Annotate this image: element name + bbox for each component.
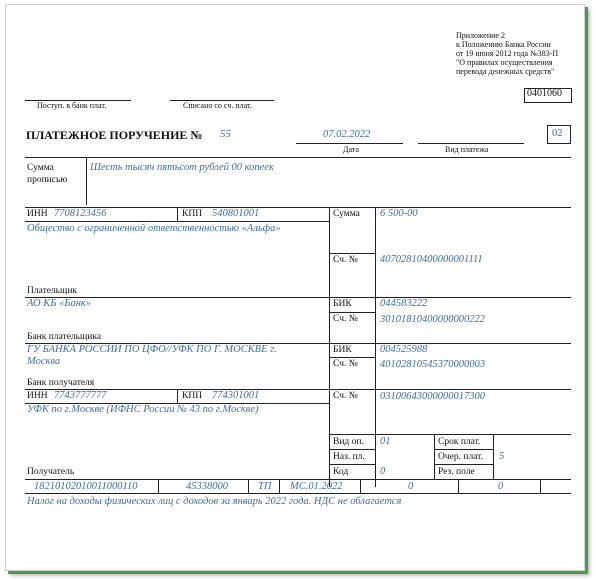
payer-inn-kpp-divider [177, 207, 178, 221]
payer-bank-bik-label: БИК [333, 299, 352, 309]
payee-bank-label: Банк получателя [27, 378, 95, 388]
payee-label: Получатель [27, 467, 75, 477]
document-number: 55 [220, 128, 231, 140]
op-purpose-label: Наз. пл. [333, 452, 365, 462]
op-line-1 [329, 449, 375, 450]
payee-account-label: Сч. № [333, 391, 358, 401]
tax-doc-date: 0 [498, 481, 504, 492]
op-line-2 [329, 464, 375, 465]
amount-words-label-1: Сумма [27, 163, 54, 173]
status-value: 02 [552, 128, 563, 139]
appendix-line-1: Приложение 2 [456, 31, 505, 40]
tax-doc-no: 0 [408, 481, 414, 492]
tax-oktmo: 45338000 [186, 481, 228, 492]
payee-kpp-label: КПП [182, 391, 203, 401]
payer-account-line [329, 253, 375, 254]
payee-kpp: 774301001 [212, 390, 260, 401]
tax-divider-3 [279, 479, 280, 493]
payer-sum: 6 500-00 [380, 208, 418, 219]
tax-divider-5 [458, 479, 459, 493]
document-date: 07.02.2022 [323, 129, 371, 140]
op-term-label: Срок плат. [438, 437, 481, 447]
op-line-1b [434, 449, 493, 450]
received-label: Поступ. в банк плат. [37, 101, 107, 110]
op-divider-1 [434, 434, 435, 479]
tax-divider-4 [360, 479, 361, 493]
payer-label: Плательщик [27, 286, 78, 296]
row-line-1 [25, 157, 571, 158]
payer-inn: 7708123456 [54, 208, 107, 219]
payee-name: УФК по г.Москве (ИФНС России № 43 по г.Москве) [27, 404, 259, 415]
op-code: 0 [380, 466, 386, 477]
appendix-line-5: перевода денежных средств" [456, 67, 555, 76]
payment-type-line [418, 143, 524, 144]
payee-bank-bik-line [329, 357, 375, 358]
appendix-text [456, 31, 558, 76]
payee-bank-bik: 004525988 [380, 344, 428, 355]
payee-bank-name-1: ГУ БАНКА РОССИИ ПО ЦФО//УФК ПО Г. МОСКВЕ г. [27, 344, 277, 355]
payer-bank-bik-line [329, 312, 375, 313]
payer-name: Общество с ограниченной ответственностью «Альфа» [27, 223, 281, 234]
payer-sum-label: Сумма [333, 209, 360, 219]
appendix-line-3: от 19 июня 2012 года №383-П [456, 49, 559, 58]
tax-period: МС.01.2022 [290, 481, 343, 492]
row-line-6 [25, 479, 571, 480]
payer-bank-account: 30101810400000000222 [380, 314, 485, 325]
payer-kpp: 540801001 [212, 208, 260, 219]
payer-kpp-label: КПП [182, 209, 203, 219]
payer-inn-underline [25, 221, 329, 222]
tax-divider-2 [248, 479, 249, 493]
payee-account: 03100643000000017300 [380, 391, 485, 402]
tax-basis: ТП [258, 481, 272, 492]
payer-bank-bik: 044583222 [380, 298, 428, 309]
op-order-label: Очер. плат. [438, 452, 483, 462]
date-line [296, 143, 403, 144]
tax-divider-6 [540, 479, 541, 493]
document-title: ПЛАТЕЖНОЕ ПОРУЧЕНИЕ № [26, 128, 203, 142]
op-reserve-label: Рез. поле [438, 467, 475, 477]
payee-inn: 7743777777 [54, 390, 107, 401]
payee-bank-name-2: Москва [27, 356, 61, 367]
payee-inn-kpp-divider [177, 389, 178, 403]
payee-bank-bik-label: БИК [333, 345, 352, 355]
date-label: Дата [343, 145, 359, 154]
appendix-line-2: к Положению Банка России [456, 40, 551, 49]
row-line-7 [25, 493, 571, 494]
payee-bank-account-label: Сч. № [333, 359, 358, 369]
op-divider-2 [493, 434, 494, 479]
debited-label: Списано со сч. плат. [183, 101, 252, 110]
payer-bank-name: АО КБ «Банк» [27, 298, 92, 309]
payee-inn-label: ИНН [27, 391, 48, 401]
payee-bank-account: 40102810545370000003 [380, 359, 485, 370]
payment-purpose: Налог на доходы физических лиц с доходов за январь 2022 года. НДС не облагается [27, 496, 402, 507]
payment-type-label: Вид платежа [445, 145, 489, 154]
op-top-line [329, 434, 571, 435]
right-divider [375, 207, 376, 487]
payer-bank-account-label: Сч. № [333, 314, 358, 324]
payer-inn-label: ИНН [27, 209, 48, 219]
payer-bank-label: Банк плательщика [27, 332, 102, 342]
op-code-label: Код [333, 467, 349, 477]
payer-account-label: Сч. № [333, 255, 358, 265]
row-line-3 [25, 297, 571, 298]
appendix-line-4: "О правилах осуществления [456, 58, 553, 67]
tax-kbk: 18210102010011000110 [34, 481, 138, 492]
op-line-2b [434, 464, 493, 465]
amount-words-divider [86, 157, 87, 205]
amount-words-value: Шесть тысяч пятьсот рублей 00 копеек [90, 162, 274, 173]
tax-divider-1 [158, 479, 159, 493]
payer-account: 40702810400000001111 [380, 254, 483, 265]
amount-words-label-2: прописью [27, 175, 68, 185]
op-type-label: Вид оп. [333, 437, 364, 447]
form-code: 0401060 [527, 88, 562, 99]
op-type: 01 [380, 436, 391, 447]
op-order: 5 [499, 451, 505, 462]
middle-divider [329, 207, 330, 487]
